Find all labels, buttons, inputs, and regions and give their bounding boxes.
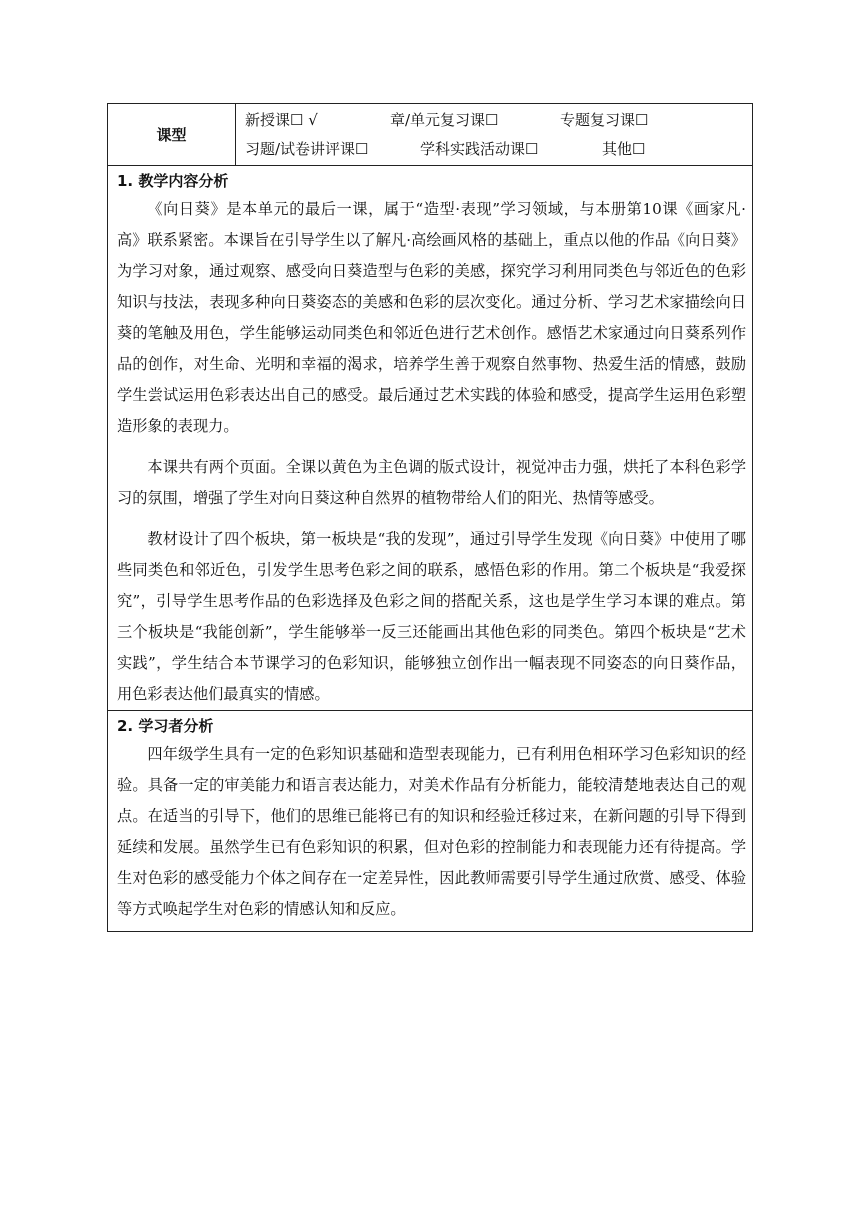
course-type-row [108, 104, 752, 166]
content-analysis-section [108, 166, 752, 711]
option-other: 其他☐ [602, 140, 646, 158]
content-paragraph: 《向日葵》是本单元的最后一课，属于“造型·表现”学习领域，与本册第10课《画家凡·高》联系紧密。本课旨在引导学生以了解凡·高绘画风格的基础上，重点以他的作品《向日葵》为学习对象，通过观察、感受向日葵造型与色彩的美感，探究学习利用同类色与邻近色的色彩知识与技法，表现多种向日葵姿态的美感和色彩的层次变化。通过分析、学习艺术家描绘向日葵的笔触及用色，学生能够运动同类色和邻近色进行艺术创作。感悟艺术家通过向日葵系列作品的创作，对生命、光明和幸福的渴求，培养学生善于观察自然事物、热爱生活的情感，鼓励学生尝试运用色彩表达出自己的感受。最后通过艺术实践的体验和感受，提高学生运用色彩塑造形象的表现力。 [117, 200, 746, 435]
option-practice-activity: 学科实践活动课☐ [420, 140, 539, 158]
option-topic-review: 专题复习课☐ [560, 111, 649, 129]
option-new-lesson: 新授课☐ √ [245, 111, 318, 129]
course-type-label: 课型 [108, 104, 236, 165]
content-paragraph: 本课共有两个页面。全课以黄色为主色调的版式设计，视觉冲击力强，烘托了本科色彩学习的氛围，增强了学生对向日葵这种自然界的植物带给人们的阳光、热情等感受。 [117, 458, 746, 507]
learner-analysis-heading: 2. 学习者分析 [117, 717, 214, 735]
learner-paragraph: 四年级学生具有一定的色彩知识基础和造型表现能力，已有利用色相环学习色彩知识的经验。具备一定的审美能力和语言表达能力，对美术作品有分析能力，能较清楚地表达自己的观点。在适当的引导下，他们的思维已能将已有的知识和经验迁移过来，在新问题的引导下得到延续和发展。虽然学生已有色彩知识的积累，但对色彩的控制能力和表现能力还有待提高。学生对色彩的感受能力个体之间存在一定差异性，因此教师需要引导学生通过欣赏、感受、体验等方式唤起学生对色彩的情感认知和反应。 [117, 745, 746, 918]
content-analysis-heading: 1. 教学内容分析 [117, 172, 229, 190]
content-paragraph: 教材设计了四个板块，第一板块是“我的发现”，通过引导学生发现《向日葵》中使用了哪些同类色和邻近色，引发学生思考色彩之间的联系，感悟色彩的作用。第二个板块是“我爱探究”，引导学生思考作品的色彩选择及色彩之间的搭配关系，这也是学生学习本课的难点。第三个板块是“我能创新”，学生能够举一反三还能画出其他色彩的同类色。第四个板块是“艺术实践”，学生结合本节课学习的色彩知识，能够独立创作出一幅表现不同姿态的向日葵作品，用色彩表达他们最真实的情感。 [117, 530, 746, 703]
option-unit-review: 章/单元复习课☐ [390, 111, 499, 129]
learner-analysis-section [108, 711, 752, 931]
lesson-plan-table [107, 103, 753, 932]
course-type-options [236, 104, 752, 165]
option-exercise-review: 习题/试卷讲评课☐ [245, 140, 369, 158]
